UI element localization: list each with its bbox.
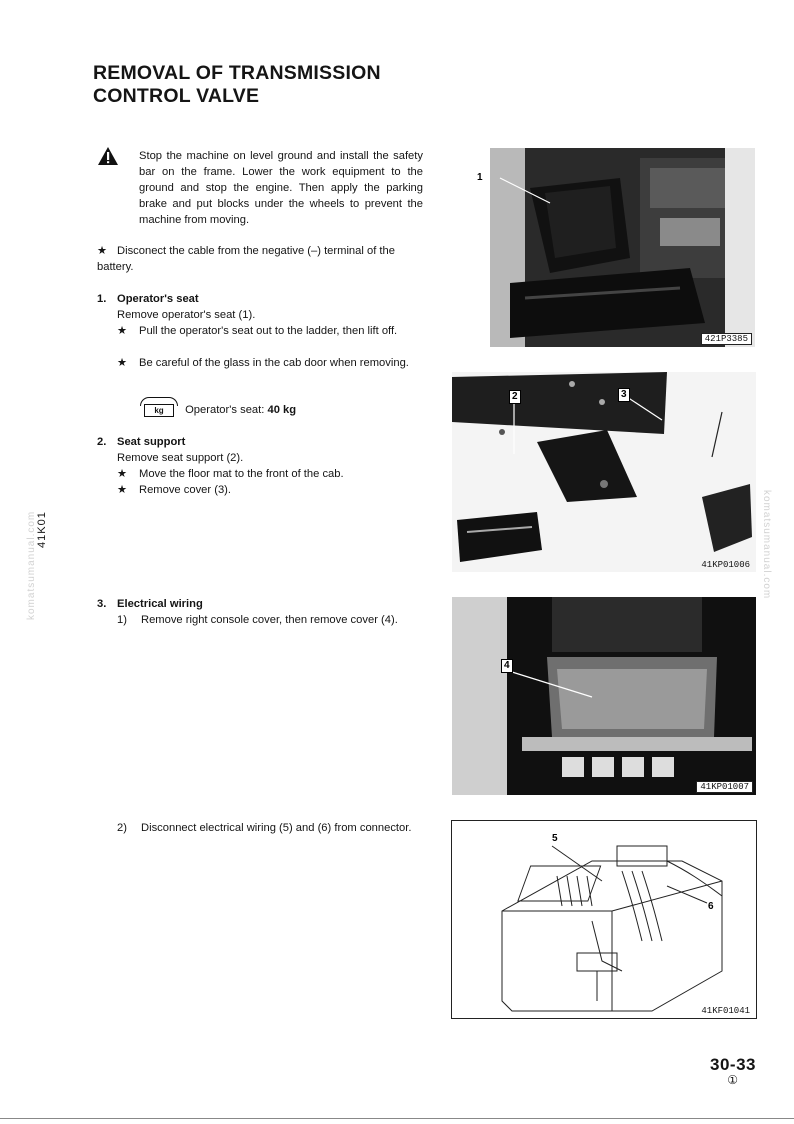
figure-console-cover <box>452 597 756 795</box>
console-cover-illustration <box>452 597 756 795</box>
section-3-heading: Electrical wiring <box>117 598 203 610</box>
callout-6: 6 <box>708 901 714 912</box>
battery-note-text: Disconect the cable from the negative (–) terminal of the battery. <box>97 245 395 273</box>
page-title <box>93 62 381 108</box>
section-1-number: 1. <box>97 293 107 305</box>
warning-text: Stop the machine on level ground and install the safety bar on the frame. Lower the work equipment to the ground and stop the engine. Then apply the parking brake and put blocks under the wheels to prevent the machine from moving. <box>139 150 423 226</box>
star-icon: ★ <box>97 245 108 257</box>
callout-3: 3 <box>618 388 630 402</box>
callout-2: 2 <box>509 390 521 404</box>
section-1-note-star: ★ <box>117 357 128 369</box>
watermark-right: komatsumanual.com <box>761 490 772 600</box>
figure-operator-seat <box>477 148 755 347</box>
side-code: 41K01 <box>36 511 48 548</box>
title-line-1: REMOVAL OF TRANSMISSION <box>93 62 381 84</box>
watermark-left: komatsumanual.com <box>26 510 37 620</box>
revision-mark: ① <box>727 1073 738 1087</box>
section-2-note-2: Remove cover (3). <box>139 484 232 496</box>
figure-code: 41KP01007 <box>696 781 753 793</box>
section-3-number: 3. <box>97 598 107 610</box>
section-1-heading: Operator's seat <box>117 293 199 305</box>
section-1-intro: Remove operator's seat (1). <box>117 309 256 321</box>
seat-photo-illustration <box>490 148 755 347</box>
section-3-step-1-num: 1) <box>117 614 127 626</box>
figure-seat-support <box>452 372 756 572</box>
callout-4: 4 <box>501 659 513 673</box>
figure-wiring-diagram <box>451 820 757 1019</box>
bottom-rule <box>0 1118 794 1119</box>
seat-support-illustration <box>452 372 756 572</box>
section-2-note-star: ★ <box>117 484 128 496</box>
page-number: 30-33 <box>710 1055 756 1074</box>
section-1-note-1: Pull the operator's seat out to the ladder, then lift off. <box>139 325 398 337</box>
section-1-note-star: ★ <box>117 325 128 337</box>
section-2-intro: Remove seat support (2). <box>117 452 244 464</box>
wiring-line-drawing <box>452 821 758 1020</box>
weight-spec <box>144 402 296 418</box>
section-2-heading: Seat support <box>117 436 186 448</box>
section-2-number: 2. <box>97 436 107 448</box>
section-3-step-2: Disconnect electrical wiring (5) and (6) from connector. <box>141 822 412 834</box>
warning-triangle-icon <box>97 146 119 166</box>
section-3-step-2-num: 2) <box>117 822 127 834</box>
figure-code: 421P3385 <box>701 333 752 345</box>
figure-code: 41KP01006 <box>701 560 750 570</box>
section-2-note-1: Move the floor mat to the front of the cab. <box>139 468 344 480</box>
figure-code: 41KF01041 <box>701 1006 750 1016</box>
callout-1: 1 <box>477 172 483 183</box>
section-3-step-1: Remove right console cover, then remove cover (4). <box>141 614 398 626</box>
battery-note <box>97 243 423 275</box>
title-line-2: CONTROL VALVE <box>93 85 260 107</box>
section-1-note-2: Be careful of the glass in the cab door when removing. <box>139 357 409 369</box>
weight-icon: kg <box>144 404 174 417</box>
weight-value: 40 kg <box>267 404 297 416</box>
section-2-note-star: ★ <box>117 468 128 480</box>
weight-label: Operator's seat: <box>185 404 265 416</box>
callout-5: 5 <box>552 833 558 844</box>
